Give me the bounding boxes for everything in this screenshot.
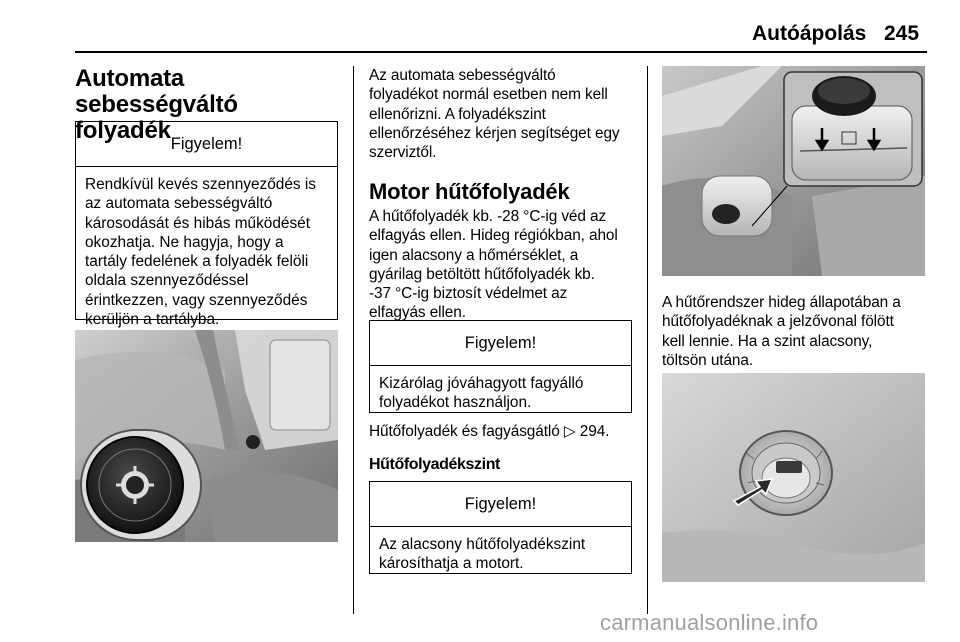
column-divider (647, 66, 648, 614)
warning-title: Figyelem! (370, 482, 631, 527)
warning-text: Az alacsony hűtőfolyadékszint károsíthatja a motort. (379, 536, 586, 573)
watermark: carmanualsonline.info (600, 610, 819, 635)
page-number: 245 (884, 22, 920, 45)
coolant-reference: Hűtőfolyadék és fagyásgátló ▷ 294. (369, 423, 610, 440)
column-divider (353, 66, 354, 614)
warning-title: Figyelem! (370, 321, 631, 366)
page-header-title: Autóápolás (752, 22, 867, 45)
page-reference-arrow-icon: ▷ (563, 423, 576, 440)
warning-box (369, 481, 632, 574)
section-heading-coolant: Motor hűtőfolyadék (369, 179, 570, 204)
transmission-cap-photo (75, 330, 338, 542)
warning-text: Kizárólag jóváhagyott fagyálló folyadékot használjon. (379, 375, 584, 412)
coolant-paragraph: A hűtőfolyadék kb. -28 °C-ig véd az elfagyás ellen. Hideg régiókban, ahol igen alacsony a hőmérséklet, a gyárilag betöltött hűtőfolyadék kb. -37 °C-ig biztosít védelmet az elfagyás ellen. (369, 208, 618, 322)
coolant-level-mark-photo (662, 373, 925, 582)
coolant-level-caption: A hűtőrendszer hideg állapotában a hűtőfolyadéknak a jelzővonal fölött kell lennie. Ha a szint alacsony, töltsön utána. (662, 294, 901, 369)
warning-text: Rendkívül kevés szennyeződés is az automata sebességváltó károsodását és hibás működését okozhatja. Ne hagyja, hogy a tartály fedelének a folyadék felöli oldala szennyeződéssel érintkezzen, vagy szennyeződés kerüljön a tartályba. (85, 176, 316, 329)
warning-box (369, 320, 632, 413)
section-heading-coolant-level: Hűtőfolyadékszint (369, 456, 500, 473)
section-heading-transmission-fluid: Automata sebességváltó folyadék (75, 65, 238, 144)
transmission-intro-paragraph: Az automata sebességváltó folyadékot normál esetben nem kell ellenőrizni. A folyadékszint ellenőrzéséhez kérjen segítséget egy szerviztől. (369, 67, 620, 162)
warning-title: Figyelem! (76, 122, 337, 167)
header-rule (75, 51, 927, 53)
page-reference-link[interactable]: 294. (579, 423, 610, 440)
coolant-reservoir-photo (662, 66, 925, 276)
warning-box (75, 121, 338, 329)
